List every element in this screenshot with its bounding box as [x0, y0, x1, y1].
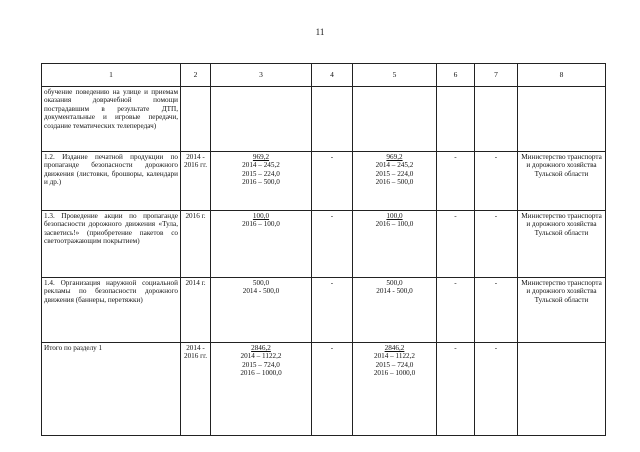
- local-funding-cell: -: [437, 343, 475, 436]
- regional-funding-cell: [353, 211, 437, 278]
- responsible-cell: [518, 343, 606, 436]
- funding-year-line: 2014 – 1122,2: [240, 352, 282, 361]
- other-funding-cell: -: [475, 152, 518, 211]
- funding-year-line: 2014 – 1122,2: [373, 352, 416, 361]
- other-funding-cell: -: [475, 343, 518, 436]
- table-row: [42, 87, 606, 152]
- column-header: 6: [437, 64, 475, 87]
- total-funding-cell: [211, 343, 312, 436]
- funding-year-line: 2016 – 100,0: [375, 220, 414, 229]
- local-funding-cell: -: [437, 152, 475, 211]
- responsible-cell: [518, 87, 606, 152]
- responsible-cell: Министерство транспорта и дорожного хозяйства Тульской области: [518, 211, 606, 278]
- column-header: 3: [211, 64, 312, 87]
- regional-funding-cell: [353, 87, 437, 152]
- activity-cell: 1.4. Организация наружной социальной рекламы по безопасности дорожного движения (баннеры, перетяжки): [42, 278, 181, 343]
- local-funding-cell: [437, 87, 475, 152]
- responsible-cell: Министерство транспорта и дорожного хозяйства Тульской области: [518, 152, 606, 211]
- federal-funding-cell: -: [312, 278, 353, 343]
- table-row-total: [42, 343, 606, 436]
- period-cell: 2014 - 2016 гг.: [181, 152, 211, 211]
- regional-funding-cell: [353, 278, 437, 343]
- funding-year-line: 2014 - 500,0: [376, 287, 413, 296]
- table-row: [42, 152, 606, 211]
- funding-year-line: 2016 – 500,0: [375, 178, 414, 187]
- column-header: 2: [181, 64, 211, 87]
- funding-year-line: 2016 – 1000,0: [240, 369, 282, 378]
- funding-year-line: 2016 – 100,0: [242, 220, 280, 229]
- funding-total: 100,0: [386, 212, 403, 220]
- other-funding-cell: [475, 87, 518, 152]
- funding-year-line: 2016 – 500,0: [242, 178, 280, 187]
- local-funding-cell: -: [437, 278, 475, 343]
- local-funding-cell: -: [437, 211, 475, 278]
- column-header: 5: [353, 64, 437, 87]
- funding-year-line: 2015 – 224,0: [375, 169, 414, 178]
- section-total-label: Итого по разделу 1: [42, 343, 181, 436]
- activity-cell: обучение поведению на улице и приемам оказания доврачебной помощи пострадавшим в результате ДТП, документальные и игровые передачи, создание тематических телепередач): [42, 87, 181, 152]
- page-number: 11: [315, 27, 325, 37]
- period-cell: 2014 г.: [181, 278, 211, 343]
- funding-year-line: 2015 – 724,0: [375, 360, 414, 369]
- funding-total: 969,2: [252, 153, 270, 161]
- total-funding-cell: [211, 152, 312, 211]
- period-cell: 2016 г.: [181, 211, 211, 278]
- funding-year-line: 2014 - 500,0: [242, 287, 280, 296]
- funding-year-line: 2014 – 245,2: [242, 161, 280, 170]
- other-funding-cell: -: [475, 211, 518, 278]
- funding-year-line: 2016 – 1000,0: [373, 369, 416, 378]
- regional-funding-cell: [353, 343, 437, 436]
- column-header: 8: [518, 64, 606, 87]
- program-table: [41, 63, 606, 436]
- funding-total: 2846,2: [384, 344, 405, 352]
- funding-total: 500,0: [386, 279, 403, 287]
- column-header: 1: [42, 64, 181, 87]
- funding-total: 500,0: [252, 279, 270, 287]
- table-row: [42, 278, 606, 343]
- federal-funding-cell: -: [312, 211, 353, 278]
- total-funding-cell: [211, 211, 312, 278]
- activity-cell: 1.2. Издание печатной продукции по пропаганде безопасности дорожного движения (листовки, брошюры, календари и др.): [42, 152, 181, 211]
- total-funding-cell: [211, 87, 312, 152]
- federal-funding-cell: -: [312, 343, 353, 436]
- regional-funding-cell: [353, 152, 437, 211]
- table-header-row: [42, 64, 606, 87]
- federal-funding-cell: -: [312, 152, 353, 211]
- funding-year-line: 2015 – 224,0: [242, 169, 280, 178]
- funding-total: 2846,2: [251, 344, 271, 352]
- funding-year-line: 2014 – 245,2: [375, 161, 414, 170]
- funding-total: 100,0: [252, 212, 270, 220]
- activity-cell: 1.3. Проведение акции по пропаганде безопасности дорожного движения «Тула, засветись!» (приобретение пакетов со светоотражающим покрытием): [42, 211, 181, 278]
- column-header: 7: [475, 64, 518, 87]
- total-funding-cell: [211, 278, 312, 343]
- responsible-cell: Министерство транспорта и дорожного хозяйства Тульской области: [518, 278, 606, 343]
- column-header: 4: [312, 64, 353, 87]
- table-row: [42, 211, 606, 278]
- funding-year-line: 2015 – 724,0: [242, 360, 280, 369]
- other-funding-cell: -: [475, 278, 518, 343]
- federal-funding-cell: [312, 87, 353, 152]
- period-cell: [181, 87, 211, 152]
- funding-total: 969,2: [386, 153, 403, 161]
- period-cell: 2014 - 2016 гг.: [181, 343, 211, 436]
